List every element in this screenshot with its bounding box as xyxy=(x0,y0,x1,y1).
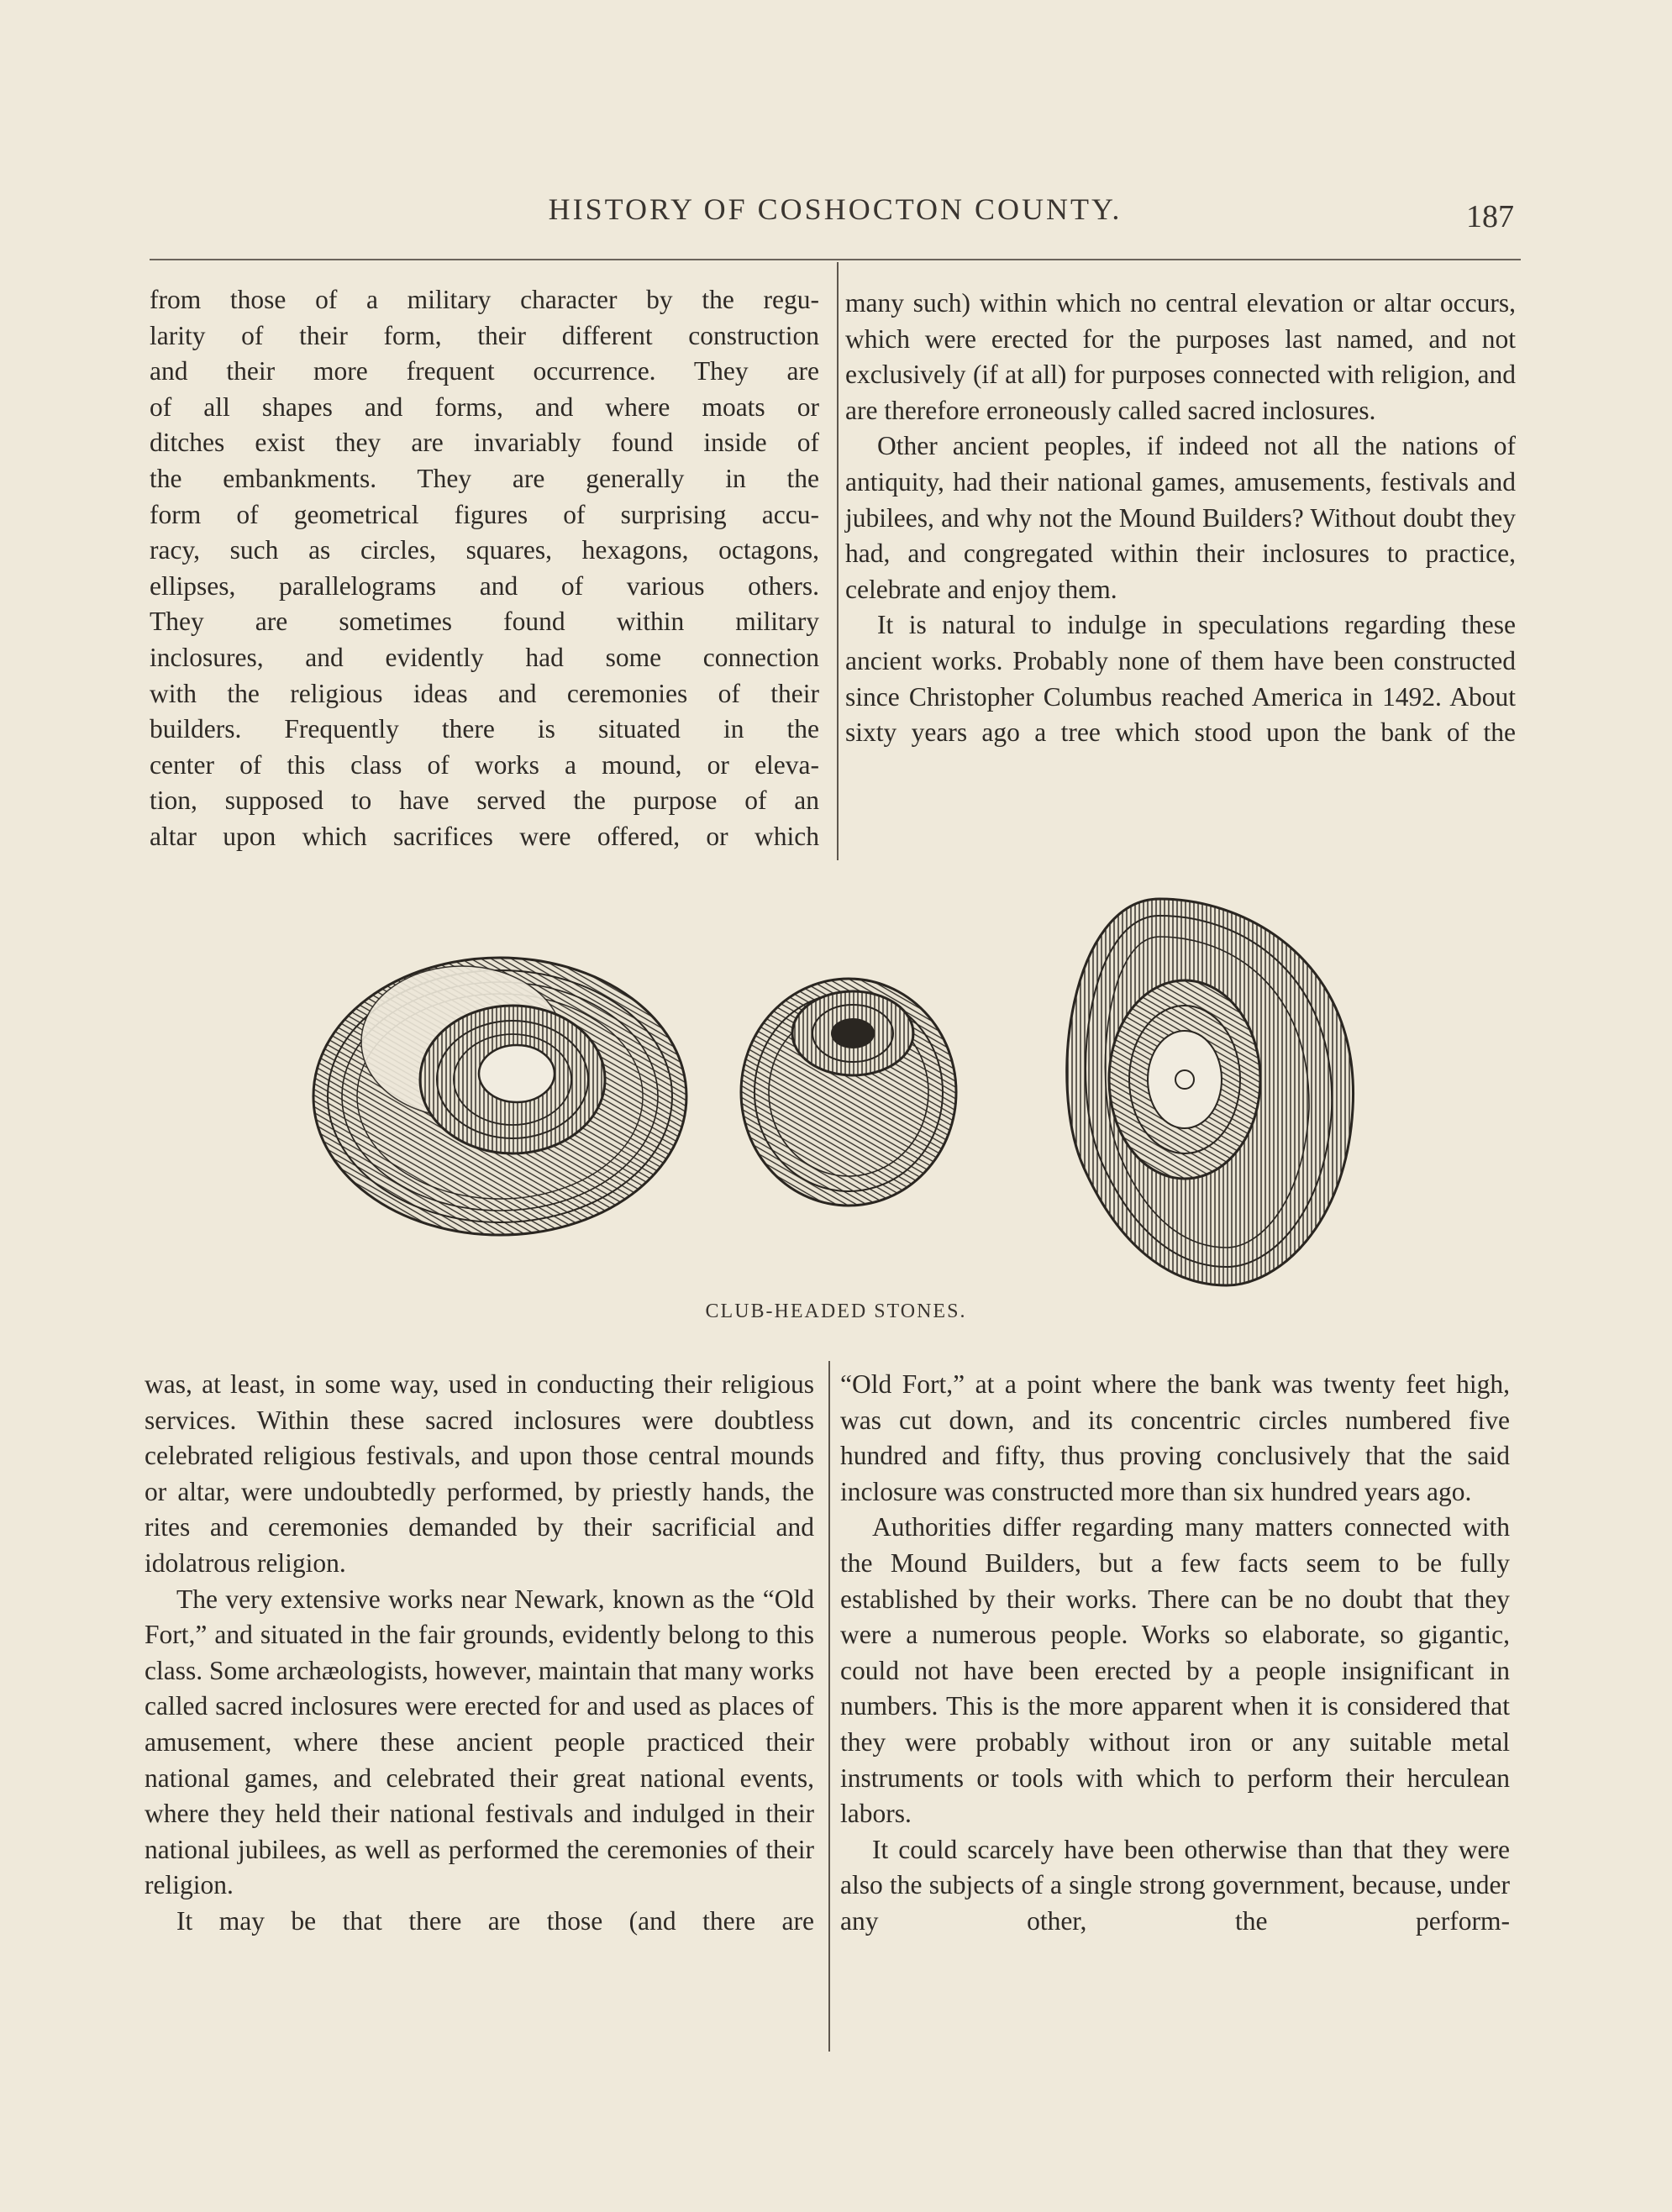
paragraph: It is natural to indulge in speculations regarding these ancient works. Probably none of them have been constructed since Christopher Columbus reached America in 1492. About sixty years ago a tree which stood upon the bank of the xyxy=(845,610,1516,748)
text-line: altar upon which sacrifices were offered, or which xyxy=(150,821,819,851)
text-line: the embankments. They are generally in the xyxy=(150,463,819,493)
text-line: from those of a military character by the regu- xyxy=(150,285,819,314)
bottom-left-column xyxy=(145,1367,814,1940)
paragraph: was, at least, in some way, used in conducting their religious services. Within these sacred inclosures were doubtless celebrated religious festivals, and upon those central mounds or altar, were undoubtedly performed, by priestly hands, the rites and ceremonies demanded by their sacrificial and idolatrous religion. xyxy=(145,1369,814,1578)
text-line: and their more frequent occurrence. They are xyxy=(150,356,819,386)
text-line: builders. Frequently there is situated in the xyxy=(150,714,819,744)
column-rule-bottom xyxy=(828,1361,830,2052)
bottom-right-column xyxy=(840,1367,1510,1940)
text-line: tion, supposed to have served the purpose of an xyxy=(150,785,819,816)
pear-stone-right xyxy=(1067,899,1354,1285)
paragraph: It may be that there are those (and there are xyxy=(176,1905,814,1936)
round-stone-middle xyxy=(741,979,956,1206)
club-headed-stones-engraving xyxy=(286,891,1386,1294)
paragraph: Other ancient peoples, if indeed not all the nations of antiquity, had their national games, amusements, festivals and jubilees, and why not the Mound Builders? Without doubt they had, and congregated within their inclosures to practice, celebrate and enjoy them. xyxy=(845,431,1516,604)
text-line: form of geometrical figures of surprising accu- xyxy=(150,499,819,529)
figure-caption: CLUB-HEADED STONES. xyxy=(705,1300,967,1322)
text-line: of all shapes and forms, and where moats or xyxy=(150,391,819,422)
text-line: inclosures, and evidently had some connection xyxy=(150,642,819,672)
page-number: 187 xyxy=(1466,199,1514,234)
paragraph: many such) within which no central elevation or altar occurs, which were erected for the purposes last named, and not exclusively (if at all) for purposes connected with religion, and are therefore erroneously called sacred inclosures. xyxy=(845,288,1516,425)
paragraph: “Old Fort,” at a point where the bank was twenty feet high, was cut down, and its concentric circles numbered five hundred and fifty, thus proving conclusively that the said inclosure was constructed more than six hundred years ago. xyxy=(840,1369,1510,1506)
running-head xyxy=(150,192,1521,242)
text-line: ellipses, parallelograms and of various others. xyxy=(150,570,819,601)
paragraph: Authorities differ regarding many matters connected with the Mound Builders, but a few facts seem to be fully established by their works. There can be no doubt that they were a numerous people. Works so elaborate, so gigantic, could not have been erected by a people insignificant in numbers. This is the more apparent when it is considered that they were probably without iron or any suitable metal instruments or tools with which to perform their herculean labors. xyxy=(840,1512,1510,1829)
ring-stone-left xyxy=(313,958,686,1235)
column-rule-top xyxy=(837,262,839,860)
top-right-column xyxy=(845,286,1516,751)
text-line: larity of their form, their different construction xyxy=(150,320,819,350)
running-title: HISTORY OF COSHOCTON COUNTY. xyxy=(548,192,1123,226)
text-line: with the religious ideas and ceremonies of their xyxy=(150,678,819,708)
header-rule xyxy=(150,259,1521,260)
text-line: center of this class of works a mound, or eleva- xyxy=(150,749,819,780)
paragraph: It could scarcely have been otherwise than that they were also the subjects of a single strong government, because, under any other, the perform- xyxy=(840,1834,1510,1936)
text-line: racy, such as circles, squares, hexagons, octagons, xyxy=(150,535,819,565)
text-line: They are sometimes found within military xyxy=(150,607,819,637)
paragraph: The very extensive works near Newark, known as the “Old Fort,” and situated in the fair grounds, evidently belong to this class. Some archæologists, however, maintain that many works called sacred inclosures were erected for and used as places of amusement, where these ancient people practiced their national games, and celebrated their great national events, where they held their national festivals and indulged in their national jubilees, as well as performed the ceremonies of their religion. xyxy=(145,1584,814,1900)
text-line: ditches exist they are invariably found inside of xyxy=(150,428,819,458)
top-left-column xyxy=(150,282,819,855)
